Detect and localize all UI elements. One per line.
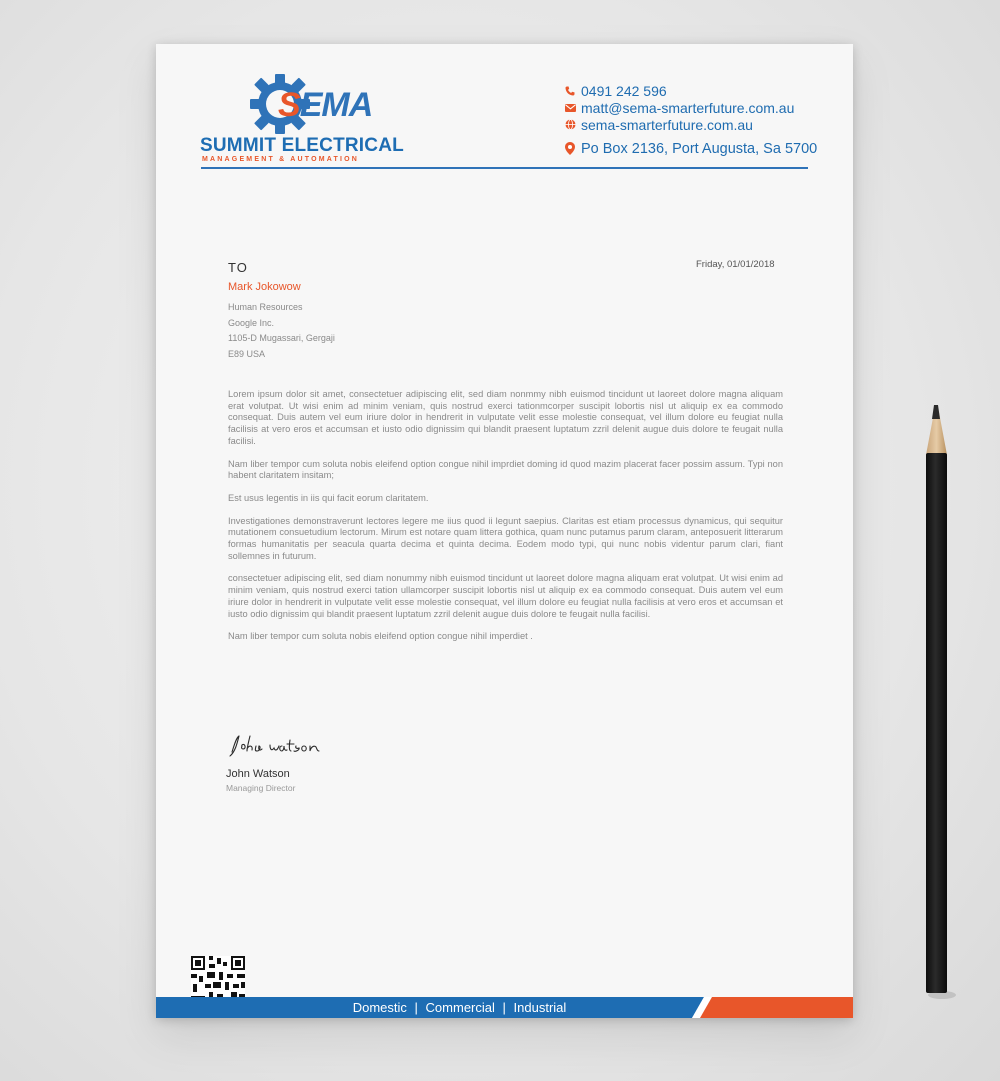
globe-icon bbox=[564, 119, 576, 131]
footer-item-industrial: Industrial bbox=[513, 1000, 567, 1015]
address-line: 1105-D Mugassari, Gergaji bbox=[228, 333, 335, 343]
letter-date: Friday, 01/01/2018 bbox=[696, 259, 775, 270]
contact-address bbox=[564, 140, 817, 157]
body-paragraph: consectetuer adipiscing elit, sed diam nonummy nibh euismod tincidunt ut laoreet dolore magna aliquam erat volutpat. Ut wisi enim ad minim veniam, quis nostrud exerci tation ullamcorper suscipit lobortis nisl ut aliquip ex ea commodo consequat. Duis autem vel eum iriure dolor in hendrerit in vulputate velit esse molestie consequat, vel illum dolore eu feugiat nulla facilisis at vero eros et accumsan et iusto odio dignissim qui blandit praesent luptatum zzril delenit augue duis dolore te feugait nulla facilisi. bbox=[228, 573, 783, 619]
letter-body bbox=[228, 389, 783, 654]
address-line: Google Inc. bbox=[228, 317, 275, 328]
body-paragraph: Est usus legentis in iis qui facit eorum claritatem. bbox=[228, 492, 429, 503]
contact-email bbox=[564, 99, 817, 116]
logo-wordmark-initial: S bbox=[278, 86, 300, 124]
recipient-name: Mark Jokowow bbox=[228, 281, 301, 293]
body-paragraph: Lorem ipsum dolor sit amet, consectetuer adipiscing elit, sed diam nonmmy nibh euismod tincidunt ut laoreet dolore magna aliquam erat volutpat. Ut wisi enim ad minim veniam, quis nostrud exerci tationmcorper suscipit lobortis nisl ut aliquip ex ea commodo consequat. Duis autem vel eum iriure dolor in hendrerit in vulputate velit esse molestie consequat, vel illum dolore eu feugiat nulla facilisis at vero eros et accumsan et iusto odio dignissim qui blandit praesent luptatum zzril delenit augue duis dolore te feugait nulla facilisi. bbox=[228, 389, 783, 446]
footer-separator: | bbox=[414, 1000, 418, 1015]
logo-wordmark: SEMA bbox=[278, 86, 373, 124]
email-link[interactable]: matt@sema-smarterfuture.com.au bbox=[581, 99, 795, 116]
handwritten-signature bbox=[226, 732, 356, 758]
body-paragraph: Nam liber tempor cum soluta nobis eleifend option congue nihil imprdiet doming id quod mazim placerat facer possim assum. Typi non habent claritatem insitam; bbox=[228, 458, 783, 481]
header-divider bbox=[201, 167, 808, 169]
to-label: TO bbox=[228, 260, 248, 275]
signer-title: Managing Director bbox=[226, 783, 296, 793]
contact-website bbox=[564, 116, 817, 133]
address-line: E89 USA bbox=[228, 348, 266, 359]
contact-block bbox=[564, 82, 817, 157]
footer-item-commercial: Commercial bbox=[425, 1000, 495, 1015]
letterhead-sheet bbox=[156, 44, 853, 1018]
phone-icon bbox=[564, 85, 576, 97]
phone-text[interactable]: 0491 242 596 bbox=[581, 82, 667, 99]
location-pin-icon bbox=[564, 143, 576, 155]
address-line: Human Resources bbox=[228, 302, 303, 312]
footer-services bbox=[156, 997, 853, 1018]
company-logo bbox=[200, 68, 404, 163]
body-paragraph: Investigationes demonstraverunt lectores legere me iius quod ii legunt saepius. Claritas est etiam processus dynamicus, qui sequitur mutationem consuetudium lectorum. Mirum est notare quam littera gothica, quam nunc putamus parum claram, anteposuerit litterarum formas humanitatis per seacula quarta decima et quinta decima. Eodem modo typi, qui nunc nobis videntur parum clari, fiant sollemnes in futurum. bbox=[228, 515, 783, 561]
company-tagline: MANAGEMENT & AUTOMATION bbox=[202, 156, 360, 163]
contact-phone bbox=[564, 82, 817, 99]
recipient-address bbox=[228, 300, 335, 362]
mail-icon bbox=[564, 102, 576, 114]
footer-separator: | bbox=[502, 1000, 506, 1015]
pencil-prop bbox=[918, 405, 958, 1005]
website-link[interactable]: sema-smarterfuture.com.au bbox=[581, 116, 753, 133]
body-paragraph: Nam liber tempor cum soluta nobis eleifend option congue nihil imperdiet . bbox=[228, 631, 533, 642]
company-name: SUMMIT ELECTRICAL bbox=[200, 135, 404, 156]
footer-item-domestic: Domestic bbox=[352, 1000, 407, 1015]
address-text: Po Box 2136, Port Augusta, Sa 5700 bbox=[581, 140, 818, 157]
signer-name: John Watson bbox=[226, 768, 290, 780]
